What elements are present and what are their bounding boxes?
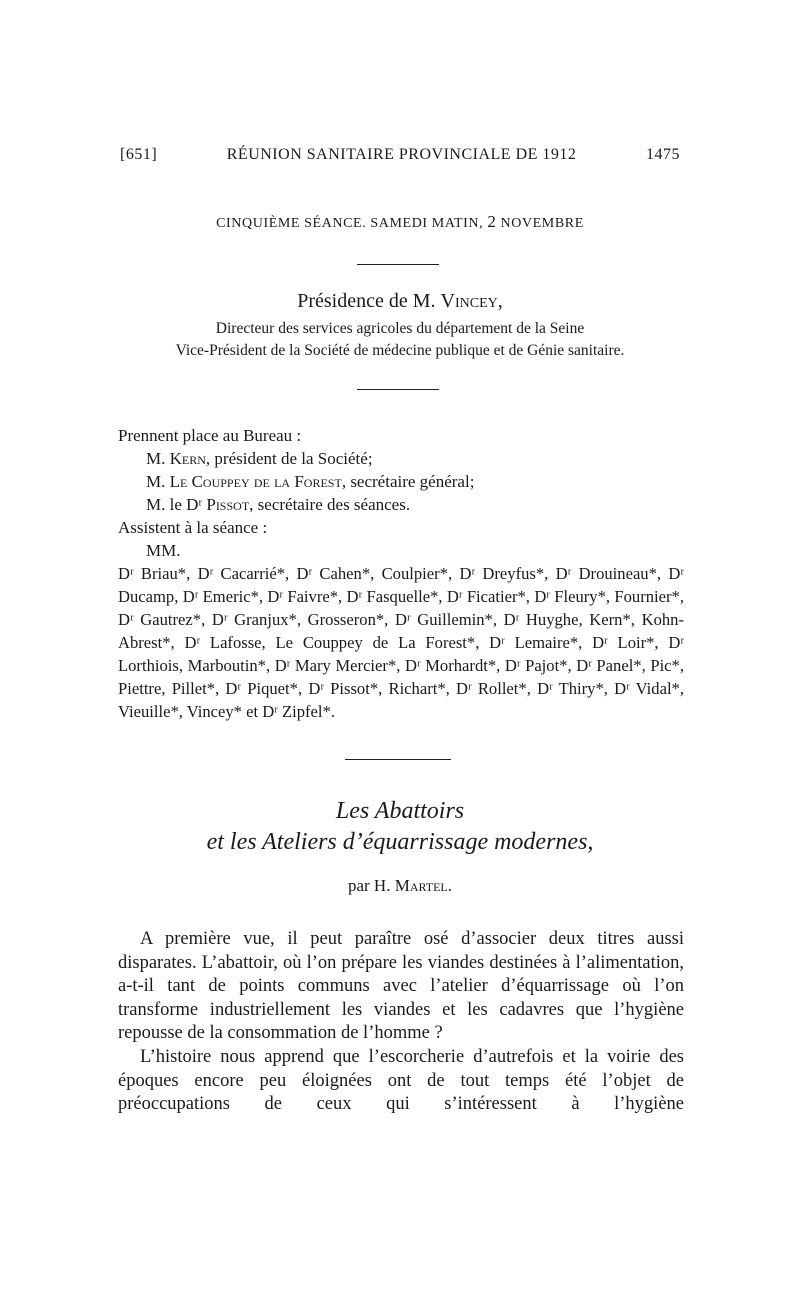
page-number: 1475	[645, 146, 680, 163]
article-title: Les Abattoirs	[335, 798, 465, 824]
attendance-mm: MM.	[146, 541, 181, 560]
divider-rule	[357, 389, 439, 390]
divider-rule	[345, 759, 451, 760]
presidence-heading: Présidence de M. Vincey,	[297, 290, 503, 312]
article-subtitle: et les Ateliers d’équarrissage modernes,	[206, 829, 594, 855]
president-title-line: Directeur des services agricoles du département de la Seine	[215, 320, 585, 337]
session-heading: CINQUIÈME SÉANCE. SAMEDI MATIN, 2 NOVEMBRE	[216, 212, 584, 231]
bureau-member: M. Kern, président de la Société;	[146, 449, 373, 468]
page-bracket-number: [651]	[120, 146, 158, 163]
bureau-heading: Prennent place au Bureau :	[118, 426, 302, 445]
bureau-member: M. le Dʳ Pissot, secrétaire des séances.	[146, 495, 411, 514]
running-title: RÉUNION SANITAIRE PROVINCIALE DE 1912	[226, 146, 577, 163]
article-body	[118, 928, 684, 1117]
attendance-list: Dʳ Briau*, Dʳ Cacarrié*, Dʳ Cahen*, Coulpier*, Dʳ Dreyfus*, Dʳ Drouineau*, Dʳ Ducamp, Dʳ Emeric*, Dʳ Faivre*, Dʳ Fasquelle*, Dʳ Ficatier*, Dʳ Fleury*, Fournier*, Dʳ Gautrez*, Dʳ Granjux*, Grosseron*, Dʳ Guillemin*, Dʳ Huyghe, Kern*, Kohn-Abrest*, Dʳ Lafosse, Le Couppey de La Forest*, Dʳ Lemaire*, Dʳ Loir*, Dʳ Lorthiois, Marboutin*, Dʳ Mary Mercier*, Dʳ Morhardt*, Dʳ Pajot*, Dʳ Panel*, Pic*, Piettre, Pillet*, Dʳ Piquet*, Dʳ Pissot*, Richart*, Dʳ Rollet*, Dʳ Thiry*, Dʳ Vidal*, Vieuille*, Vincey* et Dʳ Zipfel*.	[118, 564, 684, 721]
president-title-line: Vice-Président de la Société de médecine publique et de Génie sanitaire.	[175, 342, 625, 359]
article-author: par H. Martel.	[347, 876, 453, 895]
bureau-member: M. Le Couppey de la Forest, secrétaire général;	[146, 472, 475, 491]
running-header	[120, 146, 680, 164]
attendance-heading: Assistent à la séance :	[118, 518, 268, 537]
divider-rule	[357, 264, 439, 265]
body-paragraph: L’histoire nous apprend que l’escorcherie d’autrefois et la voirie des époques encore peu éloignées ont de tout temps été l’objet de préoccupations de ceux qui s’intéressent à l’hygiène	[118, 1046, 684, 1115]
bureau-section	[118, 424, 684, 723]
body-paragraph: A première vue, il peut paraître osé d’associer deux titres aussi disparates. L’abattoir, où l’on prépare les viandes destinées à l’alimentation, a-t-il tant de points communs avec l’atelier d’équarrissage où l’on transforme industriellement les viandes et les cadavres que l’hygiène repousse de la consommation de l’homme ?	[118, 929, 684, 1044]
